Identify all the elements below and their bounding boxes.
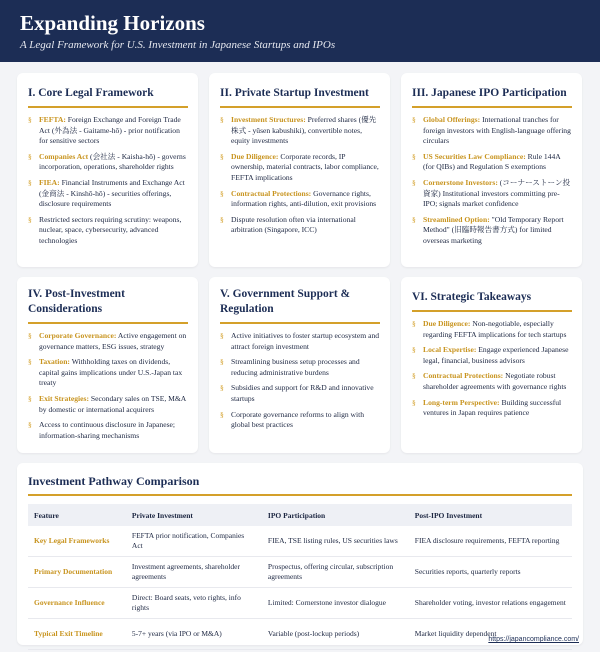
- card-title: II. Private Startup Investment: [220, 86, 380, 108]
- cards-grid: [17, 73, 583, 453]
- item-key: Long-term Perspective:: [423, 397, 500, 407]
- list-item: [220, 189, 380, 210]
- section-icon: §: [28, 115, 32, 124]
- section-icon: §: [28, 177, 32, 187]
- list-item: [220, 215, 380, 236]
- table-cell: FIEA disclosure requirements, FEFTA reporting: [409, 526, 572, 557]
- section-icon: §: [412, 115, 416, 124]
- section-icon: §: [28, 357, 32, 367]
- comparison-title: Investment Pathway Comparison: [28, 473, 572, 496]
- item-key: Cornerstone Investors:: [423, 177, 498, 187]
- item-key: Contractual Protections:: [231, 188, 312, 198]
- item-key: Streamlined Option:: [423, 214, 490, 224]
- table-row: [28, 557, 572, 588]
- item-text: Foreign Exchange and Foreign Trade Act (外為法 - Gaitame-hō) - prior notification for sensitive sectors: [39, 115, 181, 146]
- table-header-row: [28, 504, 572, 526]
- table-cell: Securities reports, quarterly reports: [409, 557, 572, 588]
- item-key: Companies Act: [39, 151, 89, 161]
- list-item: [220, 410, 380, 431]
- list-item: [28, 420, 188, 441]
- list-item: [412, 398, 572, 419]
- list-item: [28, 178, 188, 210]
- item-text: Withholding taxes on dividends, capital gains implications under U.S.-Japan tax treaty: [39, 357, 183, 388]
- card-title: III. Japanese IPO Participation: [412, 86, 572, 108]
- section-icon: §: [28, 420, 32, 430]
- section-icon: §: [220, 331, 224, 340]
- item-text: Preferred shares (優先株式 - yūsen kabushiki), convertible notes, equity investments: [231, 115, 377, 146]
- card-list: [220, 115, 380, 236]
- item-key: Taxation:: [39, 357, 70, 367]
- section-icon: §: [412, 345, 416, 355]
- list-item: [220, 383, 380, 404]
- item-text: Streamlining business setup processes and reducing administrative burdens: [231, 357, 360, 377]
- list-item: [412, 371, 572, 392]
- list-item: [28, 357, 188, 389]
- section-icon: §: [28, 393, 32, 403]
- section-icon: §: [220, 383, 224, 393]
- item-key: Due Diligence:: [423, 319, 471, 328]
- column-header: Private Investment: [126, 504, 262, 526]
- item-key: Due Diligence:: [231, 151, 279, 161]
- card-list: [412, 319, 572, 419]
- list-item: [28, 215, 188, 247]
- table-cell: 5-7+ years (via IPO or M&A): [126, 619, 262, 650]
- card-title: I. Core Legal Framework: [28, 86, 188, 108]
- section-icon: §: [220, 115, 224, 124]
- table-row: [28, 526, 572, 557]
- card-japanese-ipo-participation: [401, 73, 582, 267]
- column-header: Feature: [28, 504, 126, 526]
- footer-link[interactable]: https://japancompliance.com/: [488, 636, 579, 643]
- item-text: Corporate records, IP ownership, material contracts, labor compliance, FEFTA implications: [231, 151, 379, 182]
- table-cell: Variable (post-lockup periods): [262, 619, 409, 650]
- item-text: Rule 144A (for QIBs) and Regulation S exemptions: [423, 151, 561, 172]
- card-list: [28, 115, 188, 247]
- item-key: Corporate Governance:: [39, 331, 117, 340]
- item-key: US Securities Law Compliance:: [423, 151, 526, 161]
- table-cell: FEFTA prior notification, Companies Act: [126, 526, 262, 557]
- section-icon: §: [28, 214, 32, 224]
- item-text: Secondary sales on TSE, M&A by domestic or international acquirers: [39, 393, 186, 414]
- card-private-startup-investment: [209, 73, 390, 267]
- list-item: [412, 152, 572, 173]
- card-list: [220, 331, 380, 431]
- card-strategic-takeaways: [401, 277, 582, 453]
- list-item: [220, 357, 380, 378]
- section-icon: §: [412, 214, 416, 224]
- item-text: Non-negotiable, especially regarding FEFTA implications for tech startups: [423, 319, 567, 339]
- item-text: (コーナーストーン投資家) Institutional investors committing pre-IPO; signals market confidence: [423, 177, 571, 209]
- item-key: Local Expertise:: [423, 345, 477, 355]
- section-icon: §: [220, 151, 224, 161]
- card-title: V. Government Support & Regulation: [220, 287, 380, 324]
- section-icon: §: [220, 188, 224, 198]
- page-subtitle: A Legal Framework for U.S. Investment in Japanese Startups and IPOs: [20, 39, 336, 51]
- section-icon: §: [28, 331, 32, 340]
- item-key: Global Offerings:: [423, 115, 481, 124]
- table-cell: Shareholder voting, investor relations engagement: [409, 588, 572, 619]
- item-text: Negotiate robust shareholder agreements with governance rights: [423, 371, 567, 391]
- item-key: Investment Structures:: [231, 115, 306, 124]
- table-cell-feature: Governance Influence: [28, 588, 126, 619]
- item-key: FEFTA:: [39, 115, 66, 124]
- item-text: Governance rights, information rights, anti-dilution, exit provisions: [231, 188, 377, 209]
- list-item: [28, 331, 188, 352]
- list-item: [220, 152, 380, 184]
- item-key: FIEA:: [39, 177, 60, 187]
- section-icon: §: [220, 409, 224, 419]
- card-core-legal-framework: [17, 73, 198, 267]
- list-item: [412, 319, 572, 340]
- card-post-investment-considerations: [17, 277, 198, 453]
- list-item: [412, 178, 572, 210]
- list-item: [412, 345, 572, 366]
- item-text: (会社法 - Kaisha-hō) - governs incorporation, operations, shareholder rights: [39, 151, 186, 172]
- item-text: Dispute resolution often via international arbitration (Singapore, ICC): [231, 214, 356, 235]
- section-icon: §: [412, 371, 416, 381]
- table-cell-feature: Primary Documentation: [28, 557, 126, 588]
- section-icon: §: [412, 151, 416, 161]
- table-cell-feature: Key Legal Frameworks: [28, 526, 126, 557]
- list-item: [28, 152, 188, 173]
- item-text: Corporate governance reforms to align with global best practices: [231, 409, 365, 430]
- list-item: [412, 215, 572, 247]
- section-icon: §: [412, 397, 416, 407]
- card-title: VI. Strategic Takeaways: [412, 290, 572, 312]
- section-icon: §: [412, 319, 416, 328]
- item-text: Restricted sectors requiring scrutiny: weapons, nuclear, space, cybersecurity, advanced technologies: [39, 214, 182, 245]
- table-cell: FIEA, TSE listing rules, US securities laws: [262, 526, 409, 557]
- section-icon: §: [28, 151, 32, 161]
- item-text: "Old Temporary Report Method" (旧臨時報告書方式) for limited overseas marketing: [423, 214, 564, 245]
- page-header: [0, 0, 600, 62]
- item-text: International tranches for foreign investors with English-language offering circulars: [423, 115, 571, 146]
- card-title: IV. Post-Investment Considerations: [28, 287, 188, 324]
- comparison-table: [28, 504, 572, 650]
- item-text: Access to continuous disclosure in Japanese; information-sharing mechanisms: [39, 420, 176, 440]
- item-key: Exit Strategies:: [39, 393, 89, 403]
- list-item: [220, 115, 380, 147]
- comparison-section: [17, 463, 583, 645]
- item-text: Financial Instruments and Exchange Act (金商法 - Kinshō-hō) - securities offerings, disclosure requirements: [39, 177, 185, 209]
- list-item: [28, 394, 188, 415]
- item-text: Active engagement on governance matters, ESG issues, strategy: [39, 331, 187, 351]
- table-cell: Market liquidity dependent: [409, 619, 572, 650]
- card-government-support: [209, 277, 390, 453]
- section-icon: §: [220, 357, 224, 367]
- table-row: [28, 588, 572, 619]
- card-list: [28, 331, 188, 441]
- section-icon: §: [412, 177, 416, 187]
- column-header: Post-IPO Investment: [409, 504, 572, 526]
- page-title: Expanding Horizons: [20, 11, 205, 35]
- card-list: [412, 115, 572, 247]
- item-text: Engage experienced Japanese legal, financial, business advisors: [423, 345, 569, 365]
- item-text: Building successful ventures in Japan requires patience: [423, 397, 562, 418]
- table-cell: Direct: Board seats, veto rights, info rights: [126, 588, 262, 619]
- column-header: IPO Participation: [262, 504, 409, 526]
- table-cell: Prospectus, offering circular, subscription agreements: [262, 557, 409, 588]
- table-row: [28, 619, 572, 650]
- section-icon: §: [220, 214, 224, 224]
- table-cell: Limited: Cornerstone investor dialogue: [262, 588, 409, 619]
- item-text: Subsidies and support for R&D and innovative startups: [231, 383, 374, 403]
- list-item: [220, 331, 380, 352]
- item-text: Active initiatives to foster startup ecosystem and attract foreign investment: [231, 331, 380, 351]
- list-item: [412, 115, 572, 147]
- table-cell-feature: Typical Exit Timeline: [28, 619, 126, 650]
- item-key: Contractual Protections:: [423, 371, 504, 381]
- list-item: [28, 115, 188, 147]
- table-cell: Investment agreements, shareholder agreements: [126, 557, 262, 588]
